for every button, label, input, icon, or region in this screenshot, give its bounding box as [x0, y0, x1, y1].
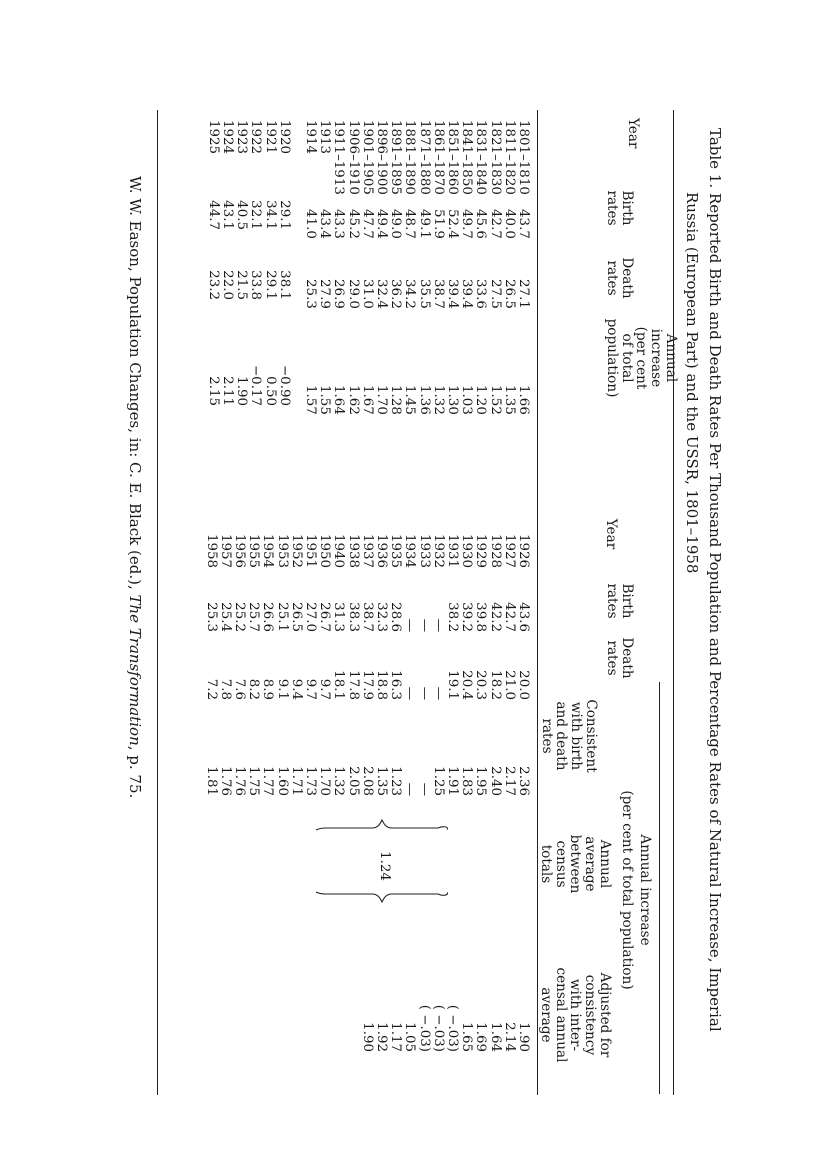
table-row — [388, 530, 402, 1056]
table-cell: 1924 — [219, 120, 235, 155]
table-cell: 39.8 — [473, 602, 489, 632]
table-cell: 1957 — [217, 534, 233, 569]
table-cell: 26.5 — [501, 279, 517, 309]
table-cell: 1.70 — [373, 385, 389, 415]
table-cell: 47.7 — [359, 209, 375, 239]
table-cell: 1940 — [331, 534, 347, 569]
table-row — [277, 116, 291, 410]
table-cell: 1.23 — [388, 766, 404, 796]
table-cell: 1951 — [302, 534, 318, 569]
table-cell: 1929 — [473, 534, 489, 569]
table-cell: 9.4 — [288, 678, 304, 700]
table-cell: 26.7 — [317, 602, 333, 632]
table-cell: 43.3 — [331, 209, 347, 239]
table-cell: 1.69 — [473, 1022, 489, 1052]
header-consistent: Consistent with birth and death rates — [538, 699, 599, 773]
table-cell: 2.11 — [219, 376, 235, 406]
table-cell: 1.17 — [388, 1022, 404, 1052]
table-cell: 7.2 — [203, 678, 219, 700]
table-row — [502, 116, 516, 419]
table-row — [431, 116, 445, 419]
census-average-value: 1.24 — [377, 851, 392, 881]
table-cell: 27.1 — [516, 279, 531, 309]
table-row — [445, 116, 459, 419]
table-row — [274, 530, 288, 1056]
table-row — [248, 116, 262, 410]
left-table — [206, 116, 530, 419]
table-cell — [459, 800, 473, 926]
table-cell: 1.25 — [430, 766, 446, 796]
table-cell: 39.4 — [444, 279, 460, 309]
table-cell: 20.0 — [516, 670, 531, 700]
table-cell: 1931 — [444, 534, 460, 569]
table-cell: 25.1 — [274, 602, 290, 632]
table-row — [246, 530, 260, 1056]
table-cell — [274, 926, 288, 1056]
table-row — [416, 116, 430, 419]
table-cell: 25.4 — [217, 602, 233, 632]
table-cell: — — [416, 782, 432, 796]
table-row — [402, 116, 416, 419]
table-cell — [260, 800, 274, 926]
table-cell: 2.08 — [359, 766, 375, 796]
table-row — [206, 116, 220, 410]
table-cell: 1913 — [317, 120, 333, 155]
table-cell: 1.32 — [331, 766, 347, 796]
table-cell: 1952 — [288, 534, 304, 569]
table-cell — [274, 800, 288, 926]
table-row — [203, 530, 217, 1056]
table-cell: 1.91 — [444, 766, 460, 796]
table-cell: 1.90 — [234, 376, 250, 406]
table-cell: 2.40 — [487, 766, 503, 796]
document-page — [106, 110, 726, 1110]
table-cell: 17.9 — [359, 670, 375, 700]
table-cell — [203, 800, 217, 926]
table-cell — [473, 800, 487, 926]
table-cell: ( −.03) — [416, 1004, 432, 1052]
header-increase-left: Annual increase (per cent of total population) — [603, 318, 679, 398]
table-cell: 1.20 — [473, 385, 489, 415]
table-cell: 32.1 — [248, 200, 264, 230]
table-cell: 1896–1900 — [373, 120, 389, 195]
header-year-right: Year — [603, 518, 619, 550]
table-cell — [331, 926, 345, 1056]
table-cell: 1.76 — [231, 766, 247, 796]
table-cell: 22.0 — [219, 270, 235, 300]
table-cell: 1953 — [274, 534, 290, 569]
table-cell — [246, 926, 260, 1056]
table-cell: 1861–1870 — [430, 120, 446, 195]
table-cell: 1.64 — [331, 385, 347, 415]
table-cell: 43.1 — [219, 200, 235, 230]
table-row — [388, 116, 402, 419]
table-cell: 18.8 — [373, 670, 389, 700]
table-cell: 18.1 — [331, 670, 347, 700]
table-cell: 1901–1905 — [359, 120, 375, 195]
table-row — [431, 530, 445, 1056]
table-cell: 1936 — [373, 534, 389, 569]
table-cell — [317, 926, 331, 1056]
table-cell — [289, 800, 303, 926]
table-row — [218, 530, 232, 1056]
table-cell: 1.52 — [487, 385, 503, 415]
table-cell: 25.2 — [231, 602, 247, 632]
table-row — [487, 530, 501, 1056]
bottom-rule — [157, 110, 158, 1095]
table-cell — [260, 926, 274, 1056]
table-cell: 40.5 — [234, 200, 250, 230]
table-row — [331, 530, 345, 1056]
top-rule — [673, 110, 674, 1095]
table-cell: ( −.03) — [430, 1004, 446, 1052]
table-cell: 1.05 — [402, 1022, 418, 1052]
table-row — [473, 116, 487, 419]
header-bottom-rule — [537, 110, 538, 1095]
table-row — [345, 530, 359, 1056]
table-cell: 1922 — [248, 120, 264, 155]
table-row — [487, 116, 501, 419]
table-cell: 1906–1910 — [345, 120, 361, 195]
table-cell: 1920 — [276, 120, 292, 155]
table-cell: 49.7 — [459, 209, 475, 239]
table-cell: 2.17 — [501, 766, 517, 796]
table-cell: 41.0 — [302, 209, 318, 239]
table-cell: 29.1 — [276, 200, 292, 230]
table-cell: 1891–1895 — [388, 120, 404, 195]
table-row — [502, 530, 516, 1056]
table-cell — [502, 800, 516, 926]
table-cell: 1935 — [388, 534, 404, 569]
table-cell: 20.4 — [459, 670, 475, 700]
table-cell: 2.05 — [345, 766, 361, 796]
table-cell: 1921 — [262, 120, 278, 155]
table-cell: 1950 — [317, 534, 333, 569]
table-row — [360, 530, 374, 1056]
table-cell: 7.8 — [217, 678, 233, 700]
table-cell: 19.1 — [444, 670, 460, 700]
table-cell: 40.0 — [501, 209, 517, 239]
table-cell: 1.35 — [373, 766, 389, 796]
table-caption — [680, 128, 726, 1088]
table-row — [516, 116, 530, 419]
table-cell: 1.71 — [288, 766, 304, 796]
table-cell: 45.6 — [473, 209, 489, 239]
right-table — [203, 530, 530, 1056]
table-cell: 42.7 — [487, 209, 503, 239]
header-year-left: Year — [625, 118, 641, 149]
table-cell: 1934 — [402, 534, 418, 569]
table-cell: 38.7 — [430, 279, 446, 309]
table-cell: 31.3 — [331, 602, 347, 632]
table-row — [402, 530, 416, 1056]
table-cell: 2.36 — [516, 766, 531, 796]
table-cell: 1821–1830 — [487, 120, 503, 195]
table-row — [260, 530, 274, 1056]
table-row — [374, 116, 388, 419]
header-annual-increase-group: Annual increase (per cent of total population) — [619, 790, 653, 990]
table-cell: 1.75 — [246, 766, 262, 796]
table-cell — [487, 800, 501, 926]
table-cell: 49.4 — [373, 209, 389, 239]
table-row — [360, 116, 374, 419]
table-cell: 1.81 — [203, 766, 219, 796]
table-cell: 8.2 — [246, 678, 262, 700]
table-cell: 1932 — [430, 534, 446, 569]
table-cell: — — [416, 618, 432, 632]
table-cell: 49.1 — [416, 209, 432, 239]
header-death-right: Death rates — [604, 637, 635, 679]
table-cell: 48.7 — [402, 209, 418, 239]
table-row — [317, 530, 331, 1056]
table-cell: 1954 — [260, 534, 276, 569]
table-cell: 1925 — [205, 120, 221, 155]
table-cell: 33.6 — [473, 279, 489, 309]
table-cell: 27.5 — [487, 279, 503, 309]
table-cell: — — [402, 618, 418, 632]
table-row — [331, 116, 345, 419]
table-cell — [246, 800, 260, 926]
table-cell: 35.5 — [416, 279, 432, 309]
table-cell: 32.3 — [373, 602, 389, 632]
table-cell: 49.0 — [388, 209, 404, 239]
table-cell: 1.57 — [302, 385, 318, 415]
table-cell: 28.6 — [388, 602, 404, 632]
table-cell: 43.6 — [516, 602, 531, 632]
table-cell: 1.92 — [373, 1022, 389, 1052]
table-cell: ( −.03) — [444, 1004, 460, 1052]
table-cell: 1.55 — [317, 385, 333, 415]
table-cell — [303, 926, 317, 1056]
table-cell — [289, 926, 303, 1056]
table-cell: 1.62 — [345, 385, 361, 415]
table-cell: 2.15 — [205, 376, 221, 406]
header-birth-left: Birth rates — [604, 190, 635, 226]
group-top-rule — [659, 682, 660, 1094]
table-cell: 1.30 — [444, 385, 460, 415]
table-cell: — — [416, 686, 432, 700]
table-cell: 1871–1880 — [416, 120, 432, 195]
table-cell: 1.95 — [473, 766, 489, 796]
table-cell: 38.1 — [276, 270, 292, 300]
table-cell: 27.9 — [317, 279, 333, 309]
table-cell: 9.7 — [302, 678, 318, 700]
header-average: Annual average between census totals — [537, 834, 613, 894]
table-cell: 16.3 — [388, 670, 404, 700]
table-cell: 1926 — [516, 534, 531, 569]
table-row — [232, 530, 246, 1056]
table-row — [234, 116, 248, 410]
table-cell: 1.36 — [416, 385, 432, 415]
table-cell: 1851–1860 — [444, 120, 460, 195]
table-cell: 1.90 — [359, 1022, 375, 1052]
table-cell: 1881–1890 — [402, 120, 418, 195]
table-cell: 1923 — [234, 120, 250, 155]
table-cell: 1.77 — [260, 766, 276, 796]
table-row — [220, 116, 234, 410]
table-cell: 1.45 — [402, 385, 418, 415]
table-row — [445, 530, 459, 1056]
table-row — [303, 116, 317, 419]
table-row — [459, 530, 473, 1056]
table-cell: 1.35 — [501, 385, 517, 415]
table-cell: 1911–1913 — [331, 120, 347, 195]
table-cell: 42.2 — [487, 602, 503, 632]
table-cell: 38.3 — [345, 602, 361, 632]
table-cell: — — [430, 618, 446, 632]
table-cell: 43.4 — [317, 209, 333, 239]
table-cell: 25.3 — [203, 602, 219, 632]
table-cell: — — [402, 686, 418, 700]
table-cell: 9.1 — [274, 678, 290, 700]
table-row — [516, 530, 530, 1056]
table-cell: 1938 — [345, 534, 361, 569]
table-cell — [516, 800, 530, 926]
table-cell: 25.7 — [246, 602, 262, 632]
table-cell: 1.32 — [430, 385, 446, 415]
table-row — [317, 116, 331, 419]
table-cell: 34.1 — [262, 200, 278, 230]
table-cell: 7.6 — [231, 678, 247, 700]
table-cell: 52.4 — [444, 209, 460, 239]
table-cell: 33.8 — [248, 270, 264, 300]
table-cell: 1.90 — [516, 1022, 531, 1052]
table-cell: 1831–1840 — [473, 120, 489, 195]
table-cell: −0.17 — [248, 364, 264, 406]
table-cell: 1927 — [501, 534, 517, 569]
table-cell — [232, 926, 246, 1056]
table-cell: 0.50 — [262, 376, 278, 406]
table-cell: 36.2 — [388, 279, 404, 309]
header-adjusted: Adjusted for consistency with inter- censal annual average — [537, 967, 613, 1063]
table-cell: 8.9 — [260, 678, 276, 700]
table-cell: 1.66 — [516, 385, 531, 415]
table-cell: 25.3 — [302, 279, 318, 309]
table-cell: 1955 — [246, 534, 262, 569]
table-cell: 1.73 — [302, 766, 318, 796]
table-cell — [303, 800, 317, 926]
table-cell: 39.4 — [459, 279, 475, 309]
table-cell: 1956 — [231, 534, 247, 569]
header-death-left: Death rates — [604, 257, 635, 299]
table-cell: 18.2 — [487, 670, 503, 700]
table-cell — [345, 926, 359, 1056]
table-cell: 26.6 — [260, 602, 276, 632]
table-cell: 42.7 — [501, 602, 517, 632]
table-cell: 29.0 — [345, 279, 361, 309]
table-cell: 43.7 — [516, 209, 531, 239]
table-cell: 1914 — [302, 120, 318, 155]
table-cell — [232, 800, 246, 926]
table-cell: 34.2 — [402, 279, 418, 309]
table-cell: 21.0 — [501, 670, 517, 700]
table-row — [473, 530, 487, 1056]
table-cell: 1937 — [359, 534, 375, 569]
table-cell: 1.70 — [317, 766, 333, 796]
table-cell: 31.0 — [359, 279, 375, 309]
table-row — [262, 116, 276, 410]
table-cell: 1.03 — [459, 385, 475, 415]
table-cell: 1801–1810 — [516, 120, 531, 195]
table-cell: 1933 — [416, 534, 432, 569]
table-cell: 1.67 — [359, 385, 375, 415]
table-cell: 23.2 — [205, 270, 221, 300]
table-cell — [218, 926, 232, 1056]
table-cell: 1.65 — [459, 1022, 475, 1052]
table-row — [416, 530, 430, 1056]
table-cell: 38.2 — [444, 602, 460, 632]
table-cell: 20.3 — [473, 670, 489, 700]
table-cell: 38.7 — [359, 602, 375, 632]
table-cell: 1.64 — [487, 1022, 503, 1052]
table-cell: −0.90 — [276, 364, 292, 406]
table-row — [345, 116, 359, 419]
table-cell: 1.60 — [274, 766, 290, 796]
table-cell: 21.5 — [234, 270, 250, 300]
table-cell: 1.28 — [388, 385, 404, 415]
table-cell: 9.7 — [317, 678, 333, 700]
table-cell — [203, 926, 217, 1056]
table-cell: 39.2 — [459, 602, 475, 632]
table-row — [289, 530, 303, 1056]
table-cell: 29.1 — [262, 270, 278, 300]
table-cell: 26.5 — [288, 602, 304, 632]
source-footnote: W. W. Eason, Population Changes, in: C. E. Black (ed.), The Transformation, p. 75. — [126, 176, 144, 799]
table-cell: 32.4 — [373, 279, 389, 309]
table-row — [374, 530, 388, 1056]
table-cell: 17.8 — [345, 670, 361, 700]
header-birth-right: Birth rates — [604, 583, 635, 619]
table-cell: 1.83 — [459, 766, 475, 796]
caption-line-1: Table 1. Reported Birth and Death Rates Per Thousand Population and Percentage Rates of Natural Increase, Imperial — [706, 128, 724, 1032]
table-cell: 1.76 — [217, 766, 233, 796]
table-cell: 44.7 — [205, 200, 221, 230]
table-cell: 26.9 — [331, 279, 347, 309]
table-cell: 45.2 — [345, 209, 361, 239]
table-cell: 27.0 — [302, 602, 318, 632]
table-cell: 2.14 — [501, 1022, 517, 1052]
table-cell: 1811–1820 — [501, 120, 517, 195]
table-cell: 1928 — [487, 534, 503, 569]
table-cell: 1958 — [203, 534, 219, 569]
caption-line-2: Russia (European Part) and the USSR, 1801–1958 — [683, 192, 701, 574]
table-cell: 1841–1850 — [459, 120, 475, 195]
table-row — [303, 530, 317, 1056]
table-cell: — — [430, 686, 446, 700]
table-row — [459, 116, 473, 419]
table-cell: 1930 — [459, 534, 475, 569]
table-cell: 51.9 — [430, 209, 446, 239]
table-cell — [218, 800, 232, 926]
table-cell: — — [402, 782, 418, 796]
